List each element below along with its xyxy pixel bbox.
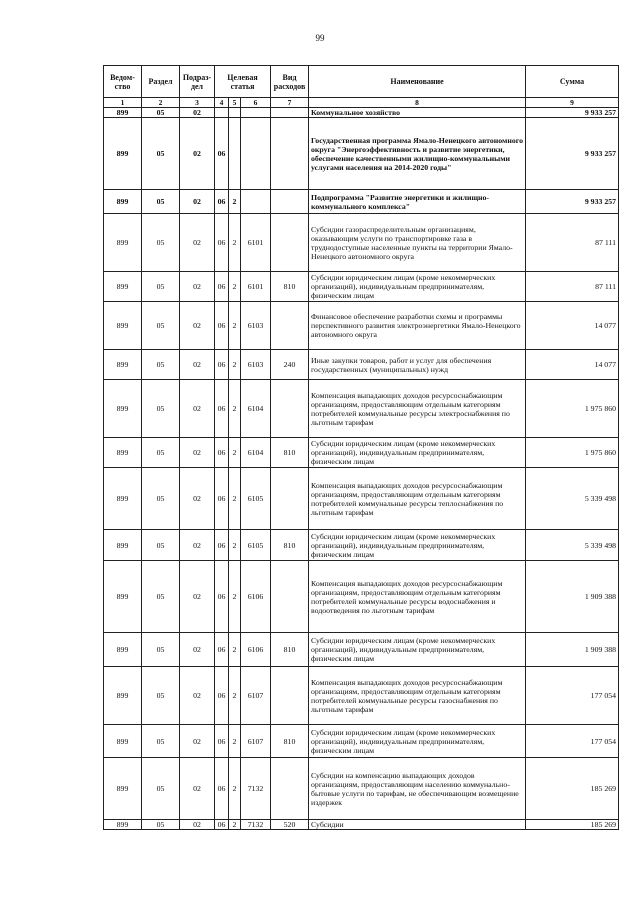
cell-target-2: 2 xyxy=(229,725,241,758)
table-row xyxy=(104,108,619,118)
table-row xyxy=(104,350,619,380)
index-cell: 5 xyxy=(229,98,241,108)
cell-target-1: 06 xyxy=(215,190,229,214)
cell-sum: 5 339 498 xyxy=(526,530,619,561)
index-cell: 4 xyxy=(215,98,229,108)
cell-target-2: 2 xyxy=(229,214,241,272)
table-row xyxy=(104,530,619,561)
cell-dept: 899 xyxy=(104,468,142,530)
cell-exp-type xyxy=(271,214,309,272)
cell-section: 05 xyxy=(142,758,180,820)
cell-target-3: 6104 xyxy=(241,380,271,438)
cell-exp-type xyxy=(271,468,309,530)
cell-target-2: 2 xyxy=(229,380,241,438)
cell-sum: 9 933 257 xyxy=(526,118,619,190)
cell-exp-type: 810 xyxy=(271,438,309,468)
cell-exp-type xyxy=(271,758,309,820)
cell-name: Подпрограмма "Развитие энергетики и жилищно-коммунального комплекса" xyxy=(309,190,526,214)
header-dept: Ведом-ство xyxy=(104,66,142,98)
cell-exp-type: 240 xyxy=(271,350,309,380)
table-body xyxy=(104,108,619,830)
header-target: Целевая статья xyxy=(215,66,271,98)
cell-name: Коммунальное хозяйство xyxy=(309,108,526,118)
cell-target-3: 6101 xyxy=(241,272,271,302)
cell-target-3: 6105 xyxy=(241,468,271,530)
cell-sum: 1 909 388 xyxy=(526,633,619,667)
cell-exp-type xyxy=(271,118,309,190)
cell-subsection: 02 xyxy=(180,350,215,380)
budget-table xyxy=(103,65,619,830)
cell-subsection: 02 xyxy=(180,530,215,561)
cell-name: Иные закупки товаров, работ и услуг для обеспечения государственных (муниципальных) нужд xyxy=(309,350,526,380)
cell-sum: 87 111 xyxy=(526,214,619,272)
cell-name: Компенсация выпадающих доходов ресурсоснабжающим организациям, предоставляющим отдельным категориям потребителей коммунальные ресурсы теплоснабжения по льготным тарифам xyxy=(309,468,526,530)
cell-target-3: 6107 xyxy=(241,667,271,725)
cell-target-2: 2 xyxy=(229,758,241,820)
cell-name: Субсидии юридическим лицам (кроме некоммерческих организаций), индивидуальным предпринимателям, физическим лицам xyxy=(309,633,526,667)
cell-name: Субсидии газораспределительным организациям, оказывающим услуги по транспортировке газа в труднодоступные населенные пункты на территории Ямало-Ненецкого автономного округа xyxy=(309,214,526,272)
cell-target-1: 06 xyxy=(215,468,229,530)
cell-section: 05 xyxy=(142,190,180,214)
cell-sum: 177 054 xyxy=(526,725,619,758)
cell-exp-type xyxy=(271,561,309,633)
cell-subsection: 02 xyxy=(180,438,215,468)
cell-name: Субсидии юридическим лицам (кроме некоммерческих организаций), индивидуальным предпринимателям, физическим лицам xyxy=(309,272,526,302)
cell-dept: 899 xyxy=(104,758,142,820)
cell-exp-type xyxy=(271,667,309,725)
table-row xyxy=(104,468,619,530)
cell-sum: 14 077 xyxy=(526,302,619,350)
cell-sum: 14 077 xyxy=(526,350,619,380)
table-row xyxy=(104,214,619,272)
cell-target-1 xyxy=(215,108,229,118)
cell-sum: 9 933 257 xyxy=(526,190,619,214)
table-row xyxy=(104,302,619,350)
cell-name: Компенсация выпадающих доходов ресурсоснабжающим организациям, предоставляющим отдельным категориям потребителей коммунальные ресурсы электроснабжения по льготным тарифам xyxy=(309,380,526,438)
cell-target-3: 6107 xyxy=(241,725,271,758)
cell-target-3: 6104 xyxy=(241,438,271,468)
cell-name: Компенсация выпадающих доходов ресурсоснабжающим организациям, предоставляющим отдельным категориям потребителей коммунальные ресурсы водоснабжения и водоотведения по льготным тарифам xyxy=(309,561,526,633)
cell-exp-type: 520 xyxy=(271,820,309,830)
table-row xyxy=(104,633,619,667)
table-row xyxy=(104,561,619,633)
cell-target-3: 6106 xyxy=(241,561,271,633)
cell-target-3 xyxy=(241,108,271,118)
page-number: 99 xyxy=(315,33,325,43)
cell-target-1: 06 xyxy=(215,302,229,350)
table-row xyxy=(104,758,619,820)
cell-subsection: 02 xyxy=(180,272,215,302)
index-cell: 7 xyxy=(271,98,309,108)
cell-section: 05 xyxy=(142,214,180,272)
cell-dept: 899 xyxy=(104,667,142,725)
cell-dept: 899 xyxy=(104,438,142,468)
table-row xyxy=(104,118,619,190)
cell-section: 05 xyxy=(142,667,180,725)
cell-target-1: 06 xyxy=(215,561,229,633)
cell-dept: 899 xyxy=(104,190,142,214)
cell-subsection: 02 xyxy=(180,302,215,350)
cell-exp-type: 810 xyxy=(271,272,309,302)
cell-exp-type xyxy=(271,302,309,350)
index-cell: 1 xyxy=(104,98,142,108)
cell-target-1: 06 xyxy=(215,667,229,725)
cell-target-1: 06 xyxy=(215,272,229,302)
cell-section: 05 xyxy=(142,725,180,758)
cell-section: 05 xyxy=(142,118,180,190)
cell-target-3 xyxy=(241,118,271,190)
cell-dept: 899 xyxy=(104,820,142,830)
table-row xyxy=(104,725,619,758)
cell-target-2: 2 xyxy=(229,561,241,633)
header-subsection: Подраз-дел xyxy=(180,66,215,98)
cell-exp-type xyxy=(271,108,309,118)
cell-target-1: 06 xyxy=(215,118,229,190)
table-row xyxy=(104,190,619,214)
cell-target-2: 2 xyxy=(229,438,241,468)
index-row xyxy=(104,98,619,108)
cell-name: Субсидии юридическим лицам (кроме некоммерческих организаций), индивидуальным предпринимателям, физическим лицам xyxy=(309,530,526,561)
cell-section: 05 xyxy=(142,468,180,530)
table-row xyxy=(104,438,619,468)
cell-sum: 87 111 xyxy=(526,272,619,302)
cell-target-3: 6106 xyxy=(241,633,271,667)
cell-sum: 5 339 498 xyxy=(526,468,619,530)
header-exp-type: Вид расходов xyxy=(271,66,309,98)
cell-sum: 185 269 xyxy=(526,758,619,820)
cell-target-3: 6103 xyxy=(241,350,271,380)
index-cell: 8 xyxy=(309,98,526,108)
cell-dept: 899 xyxy=(104,108,142,118)
index-cell: 9 xyxy=(526,98,619,108)
cell-target-2: 2 xyxy=(229,190,241,214)
cell-target-3: 7132 xyxy=(241,820,271,830)
cell-target-1: 06 xyxy=(215,530,229,561)
cell-section: 05 xyxy=(142,438,180,468)
cell-subsection: 02 xyxy=(180,561,215,633)
cell-target-1: 06 xyxy=(215,380,229,438)
cell-section: 05 xyxy=(142,820,180,830)
cell-subsection: 02 xyxy=(180,725,215,758)
cell-name: Компенсация выпадающих доходов ресурсоснабжающим организациям, предоставляющим отдельным категориям потребителей коммунальные ресурсы газоснабжения по льготным тарифам xyxy=(309,667,526,725)
cell-section: 05 xyxy=(142,272,180,302)
cell-target-3 xyxy=(241,190,271,214)
cell-target-1: 06 xyxy=(215,758,229,820)
cell-dept: 899 xyxy=(104,561,142,633)
cell-section: 05 xyxy=(142,530,180,561)
cell-target-2: 2 xyxy=(229,272,241,302)
cell-subsection: 02 xyxy=(180,820,215,830)
cell-sum: 1 909 388 xyxy=(526,561,619,633)
cell-section: 05 xyxy=(142,561,180,633)
cell-target-1: 06 xyxy=(215,438,229,468)
cell-target-1: 06 xyxy=(215,633,229,667)
cell-subsection: 02 xyxy=(180,468,215,530)
cell-name: Государственная программа Ямало-Ненецкого автономного округа "Энергоэффективность и развитие энергетики, обеспечение качественными жилищно-коммунальными услугами населения на 2014-2020 годы" xyxy=(309,118,526,190)
table-row xyxy=(104,820,619,830)
cell-target-2: 2 xyxy=(229,530,241,561)
cell-target-2: 2 xyxy=(229,350,241,380)
cell-exp-type: 810 xyxy=(271,530,309,561)
cell-subsection: 02 xyxy=(180,758,215,820)
cell-name: Субсидии юридическим лицам (кроме некоммерческих организаций), индивидуальным предпринимателям, физическим лицам xyxy=(309,725,526,758)
cell-subsection: 02 xyxy=(180,118,215,190)
index-cell: 2 xyxy=(142,98,180,108)
cell-section: 05 xyxy=(142,633,180,667)
cell-section: 05 xyxy=(142,380,180,438)
cell-target-2: 2 xyxy=(229,667,241,725)
cell-section: 05 xyxy=(142,108,180,118)
header-name: Наименование xyxy=(309,66,526,98)
cell-subsection: 02 xyxy=(180,214,215,272)
cell-target-1: 06 xyxy=(215,350,229,380)
cell-subsection: 02 xyxy=(180,190,215,214)
cell-dept: 899 xyxy=(104,302,142,350)
header-sum: Сумма xyxy=(526,66,619,98)
cell-dept: 899 xyxy=(104,530,142,561)
cell-section: 05 xyxy=(142,302,180,350)
cell-target-1: 06 xyxy=(215,820,229,830)
cell-name: Субсидии юридическим лицам (кроме некоммерческих организаций), индивидуальным предпринимателям, физическим лицам xyxy=(309,438,526,468)
cell-sum: 9 933 257 xyxy=(526,108,619,118)
cell-sum: 1 975 860 xyxy=(526,380,619,438)
cell-subsection: 02 xyxy=(180,667,215,725)
cell-sum: 177 054 xyxy=(526,667,619,725)
cell-target-2 xyxy=(229,108,241,118)
cell-target-3: 7132 xyxy=(241,758,271,820)
cell-target-3: 6103 xyxy=(241,302,271,350)
index-cell: 3 xyxy=(180,98,215,108)
cell-target-2: 2 xyxy=(229,633,241,667)
cell-subsection: 02 xyxy=(180,633,215,667)
cell-sum: 185 269 xyxy=(526,820,619,830)
cell-target-3: 6101 xyxy=(241,214,271,272)
cell-sum: 1 975 860 xyxy=(526,438,619,468)
cell-target-1: 06 xyxy=(215,725,229,758)
index-cell: 6 xyxy=(241,98,271,108)
cell-dept: 899 xyxy=(104,633,142,667)
cell-target-2: 2 xyxy=(229,468,241,530)
table-row xyxy=(104,667,619,725)
cell-name: Субсидии на компенсацию выпадающих доходов организациям, предоставляющим населению коммунально-бытовые услуги по тарифам, не обеспечивающим возмещение издержек xyxy=(309,758,526,820)
cell-dept: 899 xyxy=(104,272,142,302)
cell-target-1: 06 xyxy=(215,214,229,272)
cell-exp-type xyxy=(271,380,309,438)
cell-target-2: 2 xyxy=(229,820,241,830)
header-row xyxy=(104,66,619,98)
table-row xyxy=(104,272,619,302)
cell-section: 05 xyxy=(142,350,180,380)
cell-dept: 899 xyxy=(104,725,142,758)
cell-dept: 899 xyxy=(104,214,142,272)
cell-name: Субсидии xyxy=(309,820,526,830)
cell-exp-type: 810 xyxy=(271,725,309,758)
cell-exp-type: 810 xyxy=(271,633,309,667)
cell-name: Финансовое обеспечение разработки схемы и программы перспективного развития электроэнергетики Ямало-Ненецкого автономного округа xyxy=(309,302,526,350)
table-row xyxy=(104,380,619,438)
cell-dept: 899 xyxy=(104,380,142,438)
cell-target-2 xyxy=(229,118,241,190)
cell-subsection: 02 xyxy=(180,108,215,118)
cell-subsection: 02 xyxy=(180,380,215,438)
cell-exp-type xyxy=(271,190,309,214)
header-section: Раздел xyxy=(142,66,180,98)
cell-dept: 899 xyxy=(104,118,142,190)
cell-target-2: 2 xyxy=(229,302,241,350)
cell-dept: 899 xyxy=(104,350,142,380)
cell-target-3: 6105 xyxy=(241,530,271,561)
